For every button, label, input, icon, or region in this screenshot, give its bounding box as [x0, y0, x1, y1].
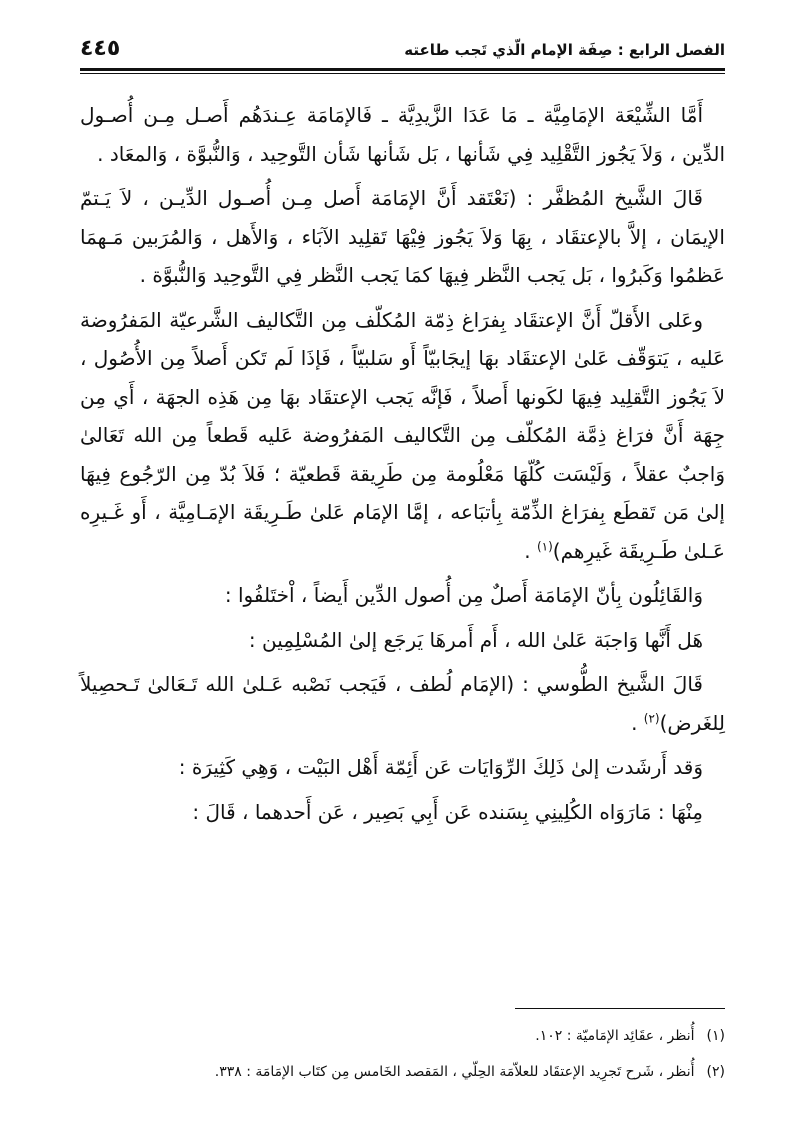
running-header — [80, 38, 725, 66]
footnote-ref-1[interactable]: (١) — [536, 538, 553, 553]
footnote-separator — [515, 1008, 725, 1009]
chapter-title: الفصل الرابع : صِفَة الإمام الّذي تَجب طاعته — [404, 41, 725, 59]
footnote-ref-2[interactable]: (٢) — [643, 710, 660, 725]
footnote-text: أُنظر ، عقَائِد الإمَاميّة : ١٠٢. — [535, 1028, 695, 1044]
main-text — [80, 96, 725, 837]
footnote-number: (٢) — [706, 1064, 725, 1080]
paragraph-8: مِنْهَا : مَارَوَاه الكُلِينِي بِسَنده عَن أَبِي بَصِير ، عَن أَحدهما ، قَالَ : — [192, 799, 703, 824]
paragraph-6-period: . — [631, 710, 638, 735]
paragraph-3 — [80, 301, 725, 571]
paragraph-4: وَالقَائِلُون بِأنّ الإمَامَة أَصلٌ مِن أُصول الدِّين أَيضاً ، اْختَلفُوا : — [224, 583, 703, 607]
footnote-number: (١) — [706, 1028, 725, 1044]
footnote-1 — [80, 1024, 725, 1048]
footnote-2 — [80, 1060, 725, 1084]
paragraph-5: هَل أَنَّها وَاجبَة عَلىٰ الله ، أَم أَمرهَا يَرجَع إلىٰ المُسْلِمِين : — [248, 627, 703, 652]
footnote-text: أُنظر ، شَرح تَجرِيد الإعتقَاد للعلاّمَة الحِلّي ، المَقصد الخَامس مِن كتَاب الإمَامَة : ٣٣٨. — [214, 1064, 695, 1080]
paragraph-2: قَالَ الشَّيخ المُظفَّر : (نَعْتَقد أَنَّ الإمَامَة أَصل مِـن أُصـول الدِّيـن ، لاَ يَـتمّ الإيمَان ، إلاَّ بالإعتقَاد ، بِهَا وَلاَ يَجُوز فِيْهَا تَقلِيد الآبَاء ، وَالأَهل ، وَالمُرَبين مَـهمَا عَظمُوا وَكَبرُوا ، بَل يَجب النَّظر فِيهَا كمَا يَجب النَّظر فِي التَّوحِيد وَالنُّبوَّة . — [80, 186, 725, 287]
paragraph-6-text: قَالَ الشَّيخ الطُّوسي : (الإمَام لُطف ، فَيَجب نَصْبه عَـلىٰ الله تَـعَالىٰ تَـحصِيلاً لِلغَرض) — [80, 672, 725, 735]
header-rule-thick — [80, 68, 725, 71]
paragraph-1: أَمَّا الشِّيْعَة الإمَامِيَّة ـ مَا عَدَا الزَّيدِيَّة ـ فَالإمَامَة عِـندَهُم أَصـل مِـن أُصـول الدِّين ، وَلاَ يَجُوز التَّقْلِيد فِي شَأنها ، بَل شَأنها شَأن التَّوحِيد ، وَالنُّبوَّة ، وَالمعَاد . — [80, 103, 725, 166]
paragraph-7: وَقد أَرشَدت إلىٰ ذَلِكَ الرِّوَايَات عَن أَئِمّة أَهْل البَيْت ، وَهِي كَثِيرَة : — [178, 755, 703, 779]
footnotes — [80, 1020, 725, 1096]
paragraph-3-text: وعَلى الأَقلّ أَنَّ الإعتقَاد بِفرَاغ ذِمّة المُكلّف مِن التَّكاليف الشَّرعيّة المَفرُوضة عَليه ، يَتوَقّف عَلىٰ الإعتقَاد بهَا إيجَابيّاً أَو سَلبيّاً ، فَإذَا لَم تَكن أَصلاً مِن الأُصُول ، لاَ يَجُوز التَّقلِيد فِيهَا لكَونها أَصلاً ، فَإنَّه يَجب الإعتقَاد بهَا مِن هَذِه الجهَة ، أَي مِن جِهَة أَنَّ فرَاغ ذِمَّة المُكلّف مِن التَّكاليف المَفرُوضة عَليه قَطعاً مِن الله تَعَالىٰ وَاجبٌ عقلاً ، وَلَيْسَت كُلّهَا مَعْلُومة مِن طَرِيقة قَطعيّة ؛ فَلاَ بُدّ مِن الرّجُوع فِيهَا إلىٰ مَن تَقطَع بِفرَاغ الذِّمّة بِأتبَاعه ، إمَّا الإمَام عَلىٰ طَـرِيقَة الإمَـامِيَّة ، أَو غَـيرِه عَـلىٰ طَـرِيقَة غَيرِهم) — [80, 307, 725, 563]
paragraph-6 — [80, 665, 725, 742]
paragraph-3-period: . — [524, 538, 531, 563]
page-number: ٤٤٥ — [80, 36, 121, 61]
header-rule-thin — [80, 73, 725, 74]
